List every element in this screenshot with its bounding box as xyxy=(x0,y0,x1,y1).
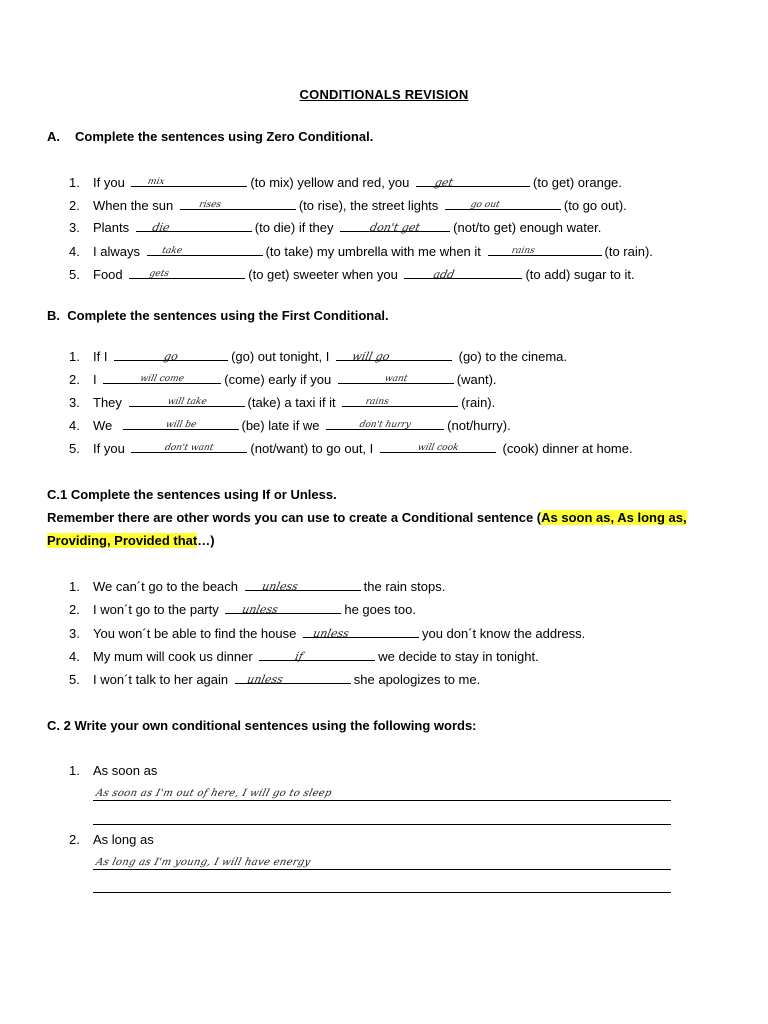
sentence-text: We can´t go to the beach xyxy=(93,579,239,594)
handwritten-answer: unless xyxy=(260,580,299,593)
sentence-text: (to get) orange. xyxy=(533,175,622,190)
item-number: 1. xyxy=(69,349,80,364)
section-b-item-1 xyxy=(69,346,567,366)
handwritten-answer: unless xyxy=(245,673,284,686)
sentence-text: They xyxy=(93,395,122,410)
sentence-text: If you xyxy=(93,175,125,190)
sentence-text: (to add) sugar to it. xyxy=(525,267,635,282)
sentence-text: When the sun xyxy=(93,198,174,213)
section-b-item-3 xyxy=(69,392,495,412)
remember-text: Remember there are other words you can use to create a Conditional sentence ( xyxy=(47,510,542,525)
answer-blank[interactable] xyxy=(136,217,252,232)
sentence-text: she apologizes to me. xyxy=(353,672,481,687)
sentence-text: (to rise), the street lights xyxy=(298,198,439,213)
section-c1-item-4 xyxy=(69,646,539,666)
handwritten-answer: get xyxy=(433,176,455,189)
item-number: 1. xyxy=(69,763,80,778)
handwritten-answer: will go xyxy=(351,350,391,363)
handwritten-answer: don't get xyxy=(368,221,422,234)
sentence-text: (not/hurry). xyxy=(447,418,511,433)
answer-blank[interactable] xyxy=(129,264,245,279)
sentence-text: (not/to get) enough water. xyxy=(453,220,602,235)
sentence-text: (to die) if they xyxy=(254,220,334,235)
handwritten-answer: mix xyxy=(147,177,166,187)
handwritten-answer: don't hurry xyxy=(358,420,412,430)
item-number: 2. xyxy=(69,832,80,847)
prompt-text: As soon as xyxy=(93,763,158,778)
handwritten-answer: go xyxy=(162,350,180,363)
sentence-text: You won´t be able to find the house xyxy=(93,626,297,641)
answer-blank[interactable] xyxy=(303,623,419,638)
sentence-text: If you xyxy=(93,441,125,456)
answer-blank[interactable] xyxy=(131,438,247,453)
sentence-text: Food xyxy=(93,267,123,282)
answer-blank[interactable] xyxy=(225,599,341,614)
prompt-text: As long as xyxy=(93,832,154,847)
handwritten-answer: rains xyxy=(364,397,390,407)
answer-blank[interactable] xyxy=(129,392,245,407)
handwritten-answer: take xyxy=(160,246,183,256)
sentence-text: We xyxy=(93,418,113,433)
section-c2-heading: C. 2 Write your own conditional sentences using the following words: xyxy=(47,718,477,733)
highlighted-linkers: As soon as, As long as, Providing, Provided that xyxy=(47,510,687,548)
answer-blank[interactable] xyxy=(416,172,530,187)
handwritten-answer: rises xyxy=(198,200,222,210)
answer-blank[interactable] xyxy=(180,195,296,210)
sentence-text: (go) to the cinema. xyxy=(458,349,567,364)
sentence-text: (to rain). xyxy=(604,244,653,259)
writing-line-1a[interactable] xyxy=(93,800,671,801)
sentence-text: If I xyxy=(93,349,108,364)
item-number: 4. xyxy=(69,418,80,433)
section-a-item-3 xyxy=(69,217,601,237)
sentence-text: I always xyxy=(93,244,140,259)
answer-blank[interactable] xyxy=(245,576,361,591)
handwritten-answer: die xyxy=(150,221,171,234)
answer-blank[interactable] xyxy=(235,669,351,684)
section-b-item-5 xyxy=(69,438,633,458)
section-c2-item-1 xyxy=(69,763,157,778)
answer-blank[interactable] xyxy=(114,346,228,361)
item-number: 5. xyxy=(69,267,80,282)
sentence-text: he goes too. xyxy=(344,602,416,617)
answer-blank[interactable] xyxy=(380,438,496,453)
sentence-text: (rain). xyxy=(461,395,496,410)
sentence-text: (to go out). xyxy=(563,198,627,213)
answer-blank[interactable] xyxy=(326,415,444,430)
sentence-text: (want). xyxy=(456,372,497,387)
section-c1-item-1 xyxy=(69,576,445,596)
section-a-heading xyxy=(47,129,373,144)
section-b-heading xyxy=(47,308,389,323)
handwritten-answer: add xyxy=(432,268,457,281)
handwritten-answer: will be xyxy=(164,420,197,430)
section-b-item-4 xyxy=(69,415,511,435)
sentence-text: we decide to stay in tonight. xyxy=(378,649,539,664)
handwritten-answer: want xyxy=(383,374,409,384)
section-c1-item-3 xyxy=(69,623,585,643)
sentence-text: (not/want) to go out, I xyxy=(250,441,374,456)
handwritten-answer: go out xyxy=(469,200,501,210)
section-a-item-4 xyxy=(69,241,653,261)
section-c2-item-2 xyxy=(69,832,154,847)
handwritten-answer: if xyxy=(294,650,305,663)
answer-blank[interactable] xyxy=(404,264,522,279)
item-number: 2. xyxy=(69,198,80,213)
section-c1-item-5 xyxy=(69,669,480,689)
item-number: 2. xyxy=(69,372,80,387)
section-b-instruction: Complete the sentences using the First Conditional. xyxy=(67,308,389,323)
handwritten-answer: will cook xyxy=(416,443,460,453)
writing-line-2b[interactable] xyxy=(93,892,671,893)
handwritten-answer: unless xyxy=(241,603,280,616)
sentence-text: Plants xyxy=(93,220,130,235)
sentence-text: (cook) dinner at home. xyxy=(502,441,633,456)
section-b-item-2 xyxy=(69,369,497,389)
page-title: CONDITIONALS REVISION xyxy=(299,87,469,102)
handwritten-answer: gets xyxy=(148,269,171,279)
handwritten-answer: unless xyxy=(311,627,351,640)
section-c1-remember-note xyxy=(47,506,727,552)
answer-blank[interactable] xyxy=(131,172,247,187)
answer-blank[interactable] xyxy=(488,241,602,256)
answer-blank[interactable] xyxy=(342,392,458,407)
writing-line-1b[interactable] xyxy=(93,824,671,825)
item-number: 2. xyxy=(69,602,80,617)
handwritten-sentence-1: As soon as I'm out of here, I will go to sleep xyxy=(94,788,333,799)
handwritten-answer: don't want xyxy=(164,443,215,453)
sentence-text: (to get) sweeter when you xyxy=(248,267,398,282)
handwritten-answer: rains xyxy=(510,246,536,256)
answer-blank[interactable] xyxy=(336,346,452,361)
section-b-letter: B. xyxy=(47,308,60,323)
sentence-text: (go) out tonight, I xyxy=(231,349,330,364)
sentence-text: I xyxy=(93,372,97,387)
section-a-instruction: Complete the sentences using Zero Conditional. xyxy=(75,129,374,144)
sentence-text: (to take) my umbrella with me when it xyxy=(265,244,481,259)
answer-blank[interactable] xyxy=(147,241,263,256)
answer-blank[interactable] xyxy=(340,217,450,232)
item-number: 1. xyxy=(69,175,80,190)
sentence-text: (be) late if we xyxy=(241,418,320,433)
item-number: 5. xyxy=(69,441,80,456)
section-a-letter: A. xyxy=(47,129,60,144)
handwritten-answer: will take xyxy=(166,397,208,407)
answer-blank[interactable] xyxy=(445,195,561,210)
item-number: 3. xyxy=(69,395,80,410)
sentence-text: I won´t go to the party xyxy=(93,602,219,617)
sentence-text: you don´t know the address. xyxy=(421,626,586,641)
sentence-text: My mum will cook us dinner xyxy=(93,649,253,664)
sentence-text: (take) a taxi if it xyxy=(247,395,336,410)
section-a-item-5 xyxy=(69,264,635,284)
section-c1-item-2 xyxy=(69,599,416,619)
handwritten-answer: will come xyxy=(139,374,186,384)
writing-line-2a[interactable] xyxy=(93,869,671,870)
item-number: 3. xyxy=(69,626,80,641)
answer-blank[interactable] xyxy=(338,369,454,384)
sentence-text: (to mix) yellow and red, you xyxy=(250,175,410,190)
section-a-item-1 xyxy=(69,172,622,192)
answer-blank[interactable] xyxy=(123,415,239,430)
answer-blank[interactable] xyxy=(103,369,221,384)
item-number: 4. xyxy=(69,244,80,259)
sentence-text: I won´t talk to her again xyxy=(93,672,229,687)
sentence-text: the rain stops. xyxy=(363,579,446,594)
section-c1-heading: C.1 Complete the sentences using If or Unless. xyxy=(47,487,337,502)
handwritten-sentence-2: As long as I'm young, I will have energy xyxy=(94,857,312,868)
item-number: 5. xyxy=(69,672,80,687)
answer-blank[interactable] xyxy=(259,646,375,661)
item-number: 4. xyxy=(69,649,80,664)
item-number: 1. xyxy=(69,579,80,594)
item-number: 3. xyxy=(69,220,80,235)
section-a-item-2 xyxy=(69,195,627,215)
remember-text-end: …) xyxy=(197,533,215,548)
sentence-text: (come) early if you xyxy=(224,372,332,387)
